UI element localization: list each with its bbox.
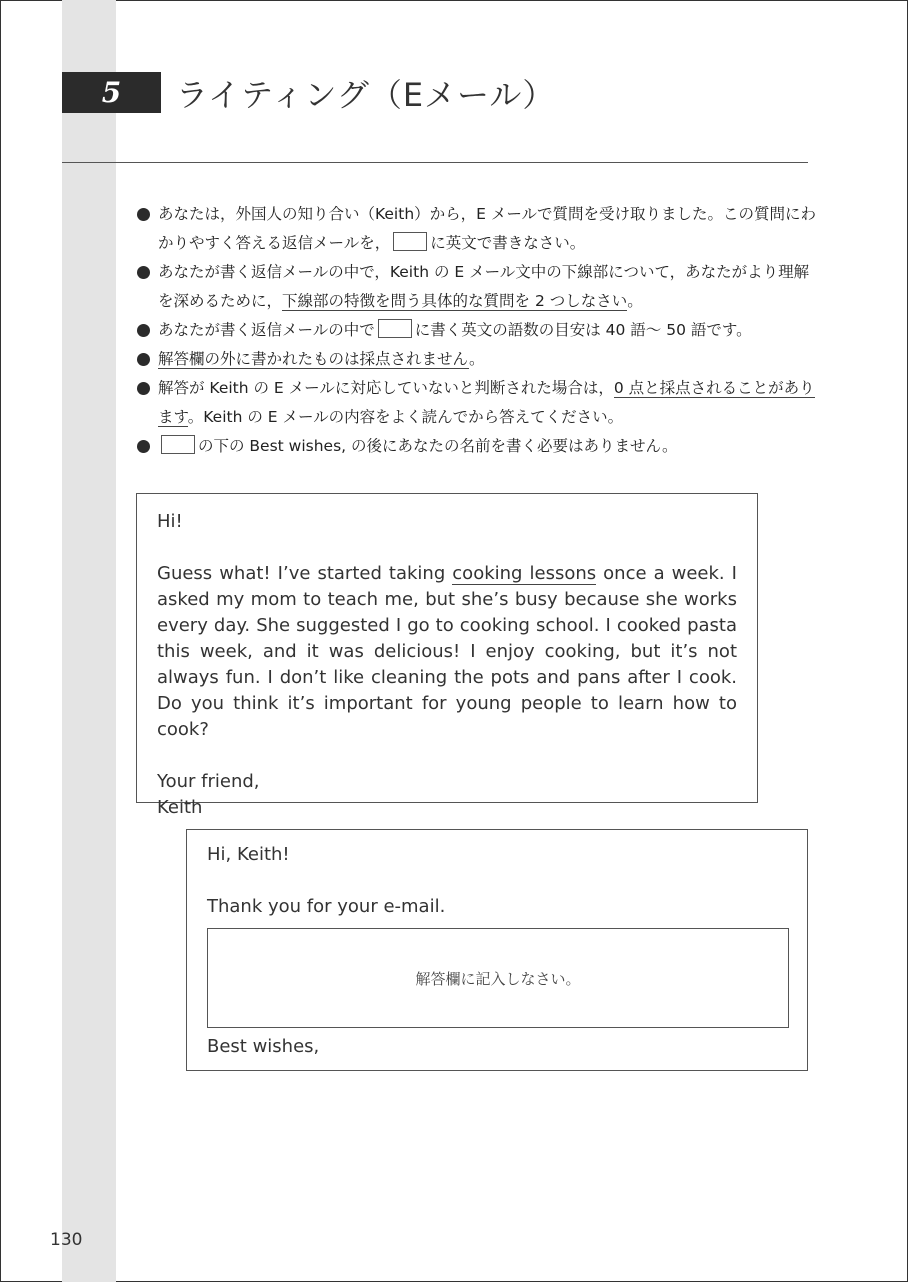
instruction-list [137,200,817,461]
bullet-icon [137,208,150,221]
answer-placeholder: 解答欄に記入しなさい。 [415,969,581,988]
underlined-text: 下線部の特徴を問う具体的な質問を 2 つしなさい [282,292,628,310]
bullet-icon [137,324,150,337]
instruction-item: あなたは，外国人の知り合い（Keith）から，E メールで質問を受け取りました。この質問にわかりやすく答える返信メールを， に英文で書きなさい。 [137,200,817,258]
page-number: 130 [50,1230,83,1250]
instruction-item: 解答欄の外に書かれたものは採点されません。 [137,345,817,374]
bullet-icon [137,382,150,395]
blank-box-icon [161,435,195,454]
reply-thanks: Thank you for your e-mail. [207,896,446,917]
underlined-text: 0 点と採点されることがあります [158,379,815,426]
section-title: ライティング（Eメール） [176,76,556,114]
underlined-text: 解答欄の外に書かれたものは採点されません [158,350,469,368]
email-signature: Keith [157,797,203,818]
instruction-item: 解答が Keith の E メールに対応していないと判断された場合は，0 点と採点されることがあります。Keith の E メールの内容をよく読んでから答えてください。 [137,374,817,432]
reply-closing: Best wishes, [207,1036,320,1057]
email-closing: Your friend, [157,771,260,792]
sidebar-band [62,0,116,1282]
blank-box-icon [378,319,412,338]
reply-email-box [186,829,808,1071]
keith-email-box [136,493,758,818]
bullet-icon [137,353,150,366]
answer-field[interactable] [207,928,789,1028]
reply-greeting: Hi, Keith! [207,844,290,865]
instruction-item: あなたが書く返信メールの中で に書く英文の語数の目安は 40 語～ 50 語です。 [137,316,817,345]
email-body: Guess what! I’ve started taking cooking lessons once a week. I asked my mom to teach me, but she’s busy because she works every day. She suggested I go to cooking school. I cooked pasta this week, and it was delicious! I enjoy cooking, but it’s not always fun. I don’t like cleaning the pots and pans after I cook. Do you think it’s important for young people to learn how to cook? [157,563,737,740]
instruction-item: の下の Best wishes, の後にあなたの名前を書く必要はありません。 [137,432,817,461]
underlined-topic: cooking lessons [452,563,597,584]
blank-box-icon [393,232,427,251]
header-divider [62,162,808,163]
bullet-icon [137,266,150,279]
bullet-icon [137,440,150,453]
email-greeting: Hi! [157,511,183,532]
section-number: 5 [62,72,161,113]
instruction-item: あなたが書く返信メールの中で，Keith の E メール文中の下線部について，あなたがより理解を深めるために，下線部の特徴を問う具体的な質問を 2 つしなさい。 [137,258,817,316]
